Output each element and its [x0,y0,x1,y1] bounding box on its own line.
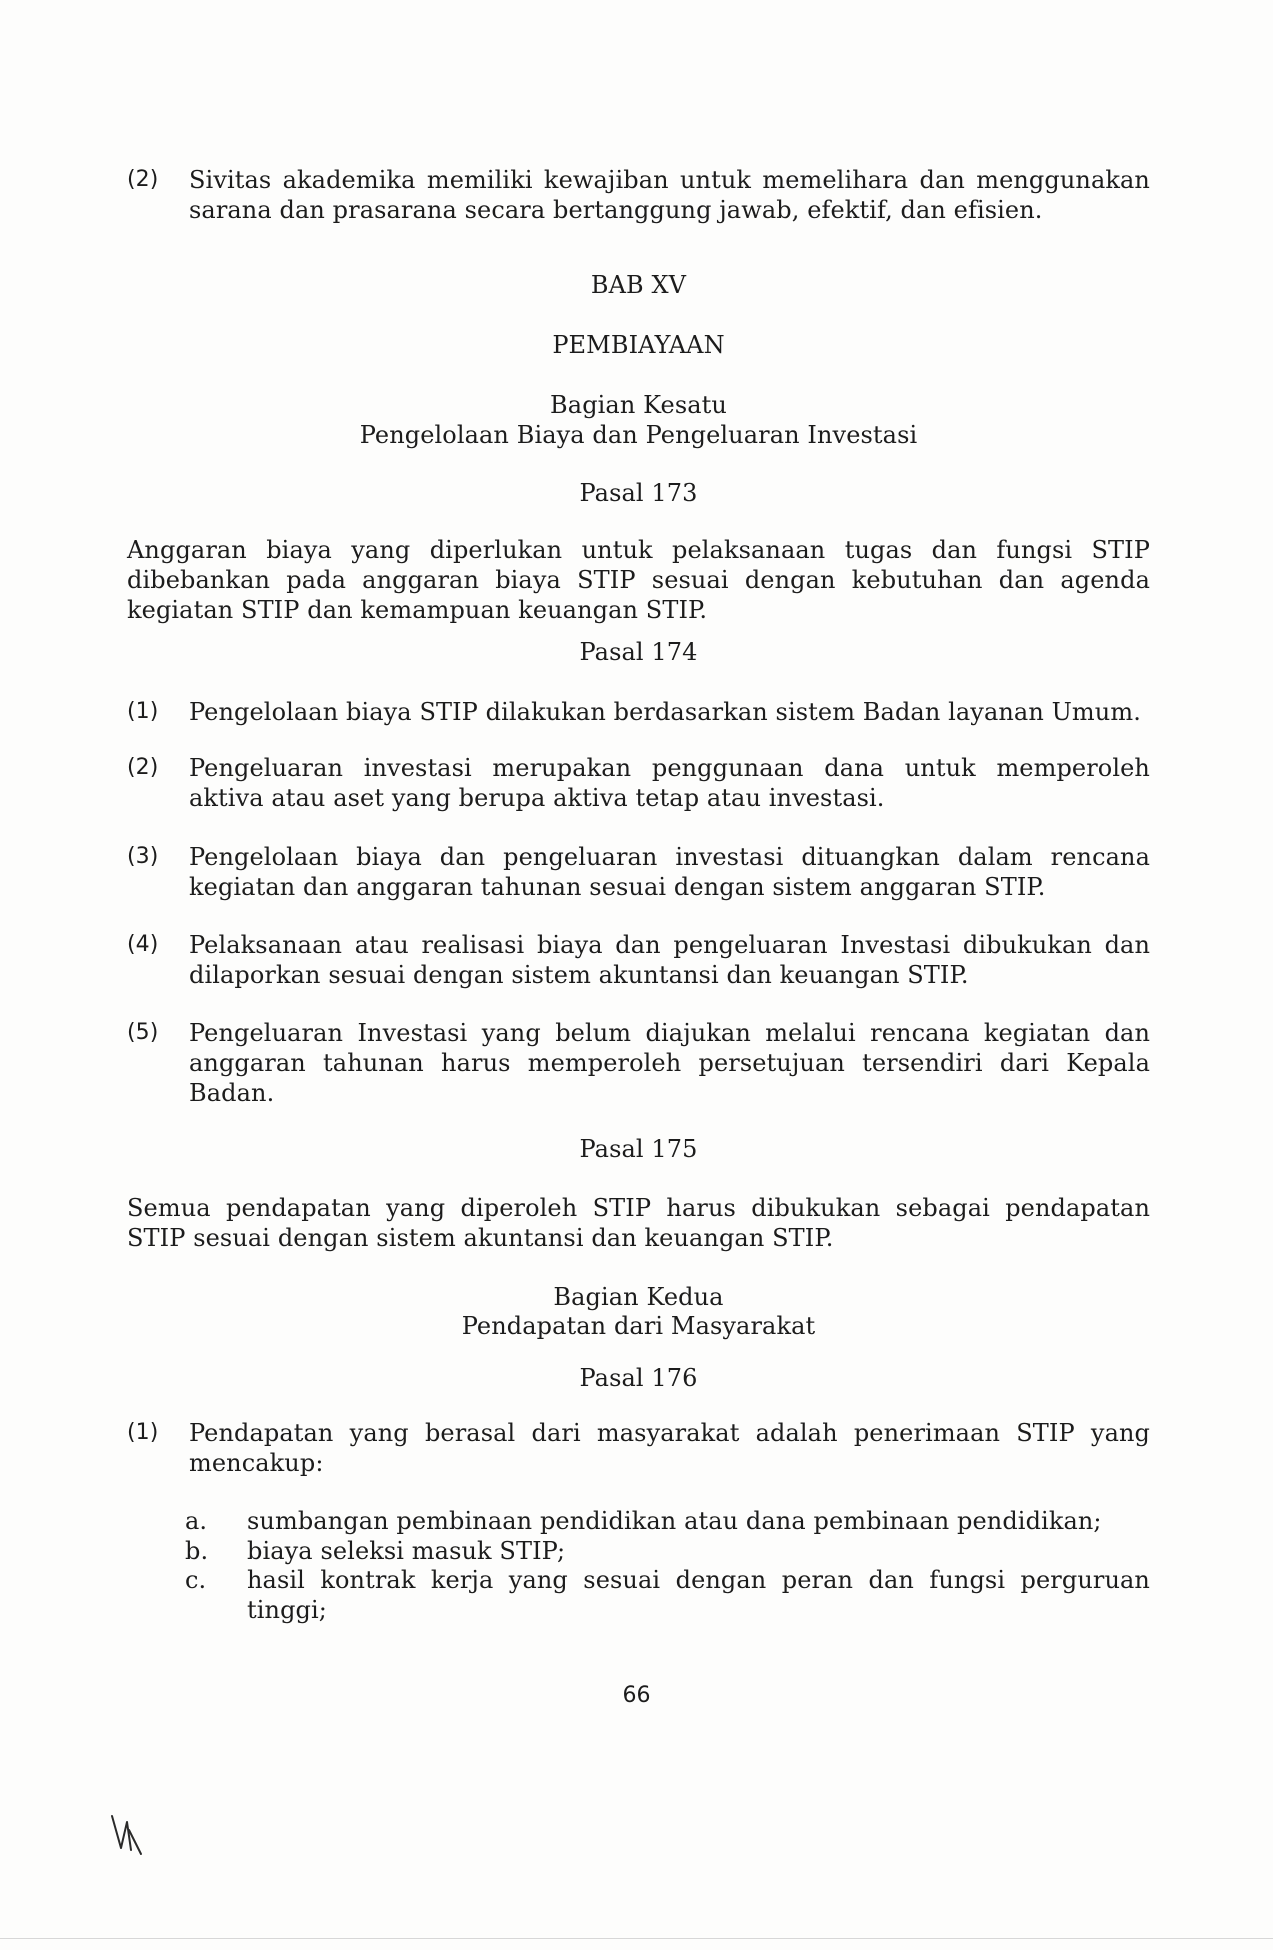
clause-number: (4) [127,932,159,957]
article-174-clause-5 [127,1018,1150,1108]
article-173-text: Anggaran biaya yang diperlukan untuk pelaksanaan tugas dan fungsi STIP dibebankan pada anggaran biaya STIP sesuai dengan kebutuhan dan agenda kegiatan STIP dan kemampuan keuangan STIP. [127,536,1150,624]
clause-number: (5) [127,1020,159,1045]
chapter-title: PEMBIAYAAN [552,331,725,359]
article-title-175: Pasal 175 [579,1135,698,1163]
list-item [185,1565,1150,1625]
intro-clause [127,165,1150,225]
clause-text: Pengeluaran investasi merupakan penggunaan dana untuk memperoleh aktiva atau aset yang berupa aktiva tetap atau investasi. [189,754,1150,812]
article-176-clause-1 [127,1418,1150,1478]
clause-text: Sivitas akademika memiliki kewajiban untuk memelihara dan menggunakan sarana dan prasarana secara bertanggung jawab, efektif, dan efisien. [189,166,1150,224]
clause-number: (1) [127,699,159,724]
clause-text: Pengelolaan biaya STIP dilakukan berdasarkan sistem Badan layanan Umum. [189,698,1141,726]
article-174-clause-1 [127,697,1150,727]
list-item-text: sumbangan pembinaan pendidikan atau dana pembinaan pendidikan; [247,1507,1102,1535]
clause-number: (3) [127,844,159,869]
section-title: Pengelolaan Biaya dan Pengeluaran Investasi [359,421,918,449]
list-item-label: c. [185,1566,207,1594]
article-174-clause-4 [127,930,1150,990]
article-title-173: Pasal 173 [579,479,698,507]
section-label: Bagian Kesatu [550,391,727,419]
page-number: 66 [622,1683,651,1708]
article-174-clause-2 [127,753,1150,813]
list-item-text: biaya seleksi masuk STIP; [247,1537,566,1565]
clause-text: Pendapatan yang berasal dari masyarakat adalah penerimaan STIP yang mencakup: [189,1419,1150,1477]
list-item-text: hasil kontrak kerja yang sesuai dengan peran dan fungsi perguruan tinggi; [247,1566,1150,1624]
chapter-number: BAB XV [590,271,687,299]
clause-text: Pelaksanaan atau realisasi biaya dan pengeluaran Investasi dibukukan dan dilaporkan sesuai dengan sistem akuntansi dan keuangan STIP. [189,931,1150,989]
article-title-174: Pasal 174 [579,638,698,666]
list-item [185,1536,1150,1566]
article-title-176: Pasal 176 [579,1364,698,1392]
list-item [185,1506,1150,1536]
clause-text: Pengelolaan biaya dan pengeluaran investasi dituangkan dalam rencana kegiatan dan anggaran tahunan sesuai dengan sistem anggaran STIP. [189,843,1150,901]
article-175-text: Semua pendapatan yang diperoleh STIP harus dibukukan sebagai pendapatan STIP sesuai dengan sistem akuntansi dan keuangan STIP. [127,1194,1150,1252]
clause-number: (1) [127,1420,159,1445]
clause-number: (2) [127,755,159,780]
section-label: Bagian Kedua [553,1283,724,1311]
list-item-label: b. [185,1537,209,1565]
handwritten-initial-mark [107,1810,145,1856]
clause-number: (2) [127,167,159,192]
section-title: Pendapatan dari Masyarakat [461,1312,816,1340]
list-item-label: a. [185,1507,208,1535]
clause-text: Pengeluaran Investasi yang belum diajukan melalui rencana kegiatan dan anggaran tahunan harus memperoleh persetujuan tersendiri dari Kepala Badan. [189,1019,1150,1107]
scan-edge-line [0,1938,1273,1939]
article-174-clause-3 [127,842,1150,902]
